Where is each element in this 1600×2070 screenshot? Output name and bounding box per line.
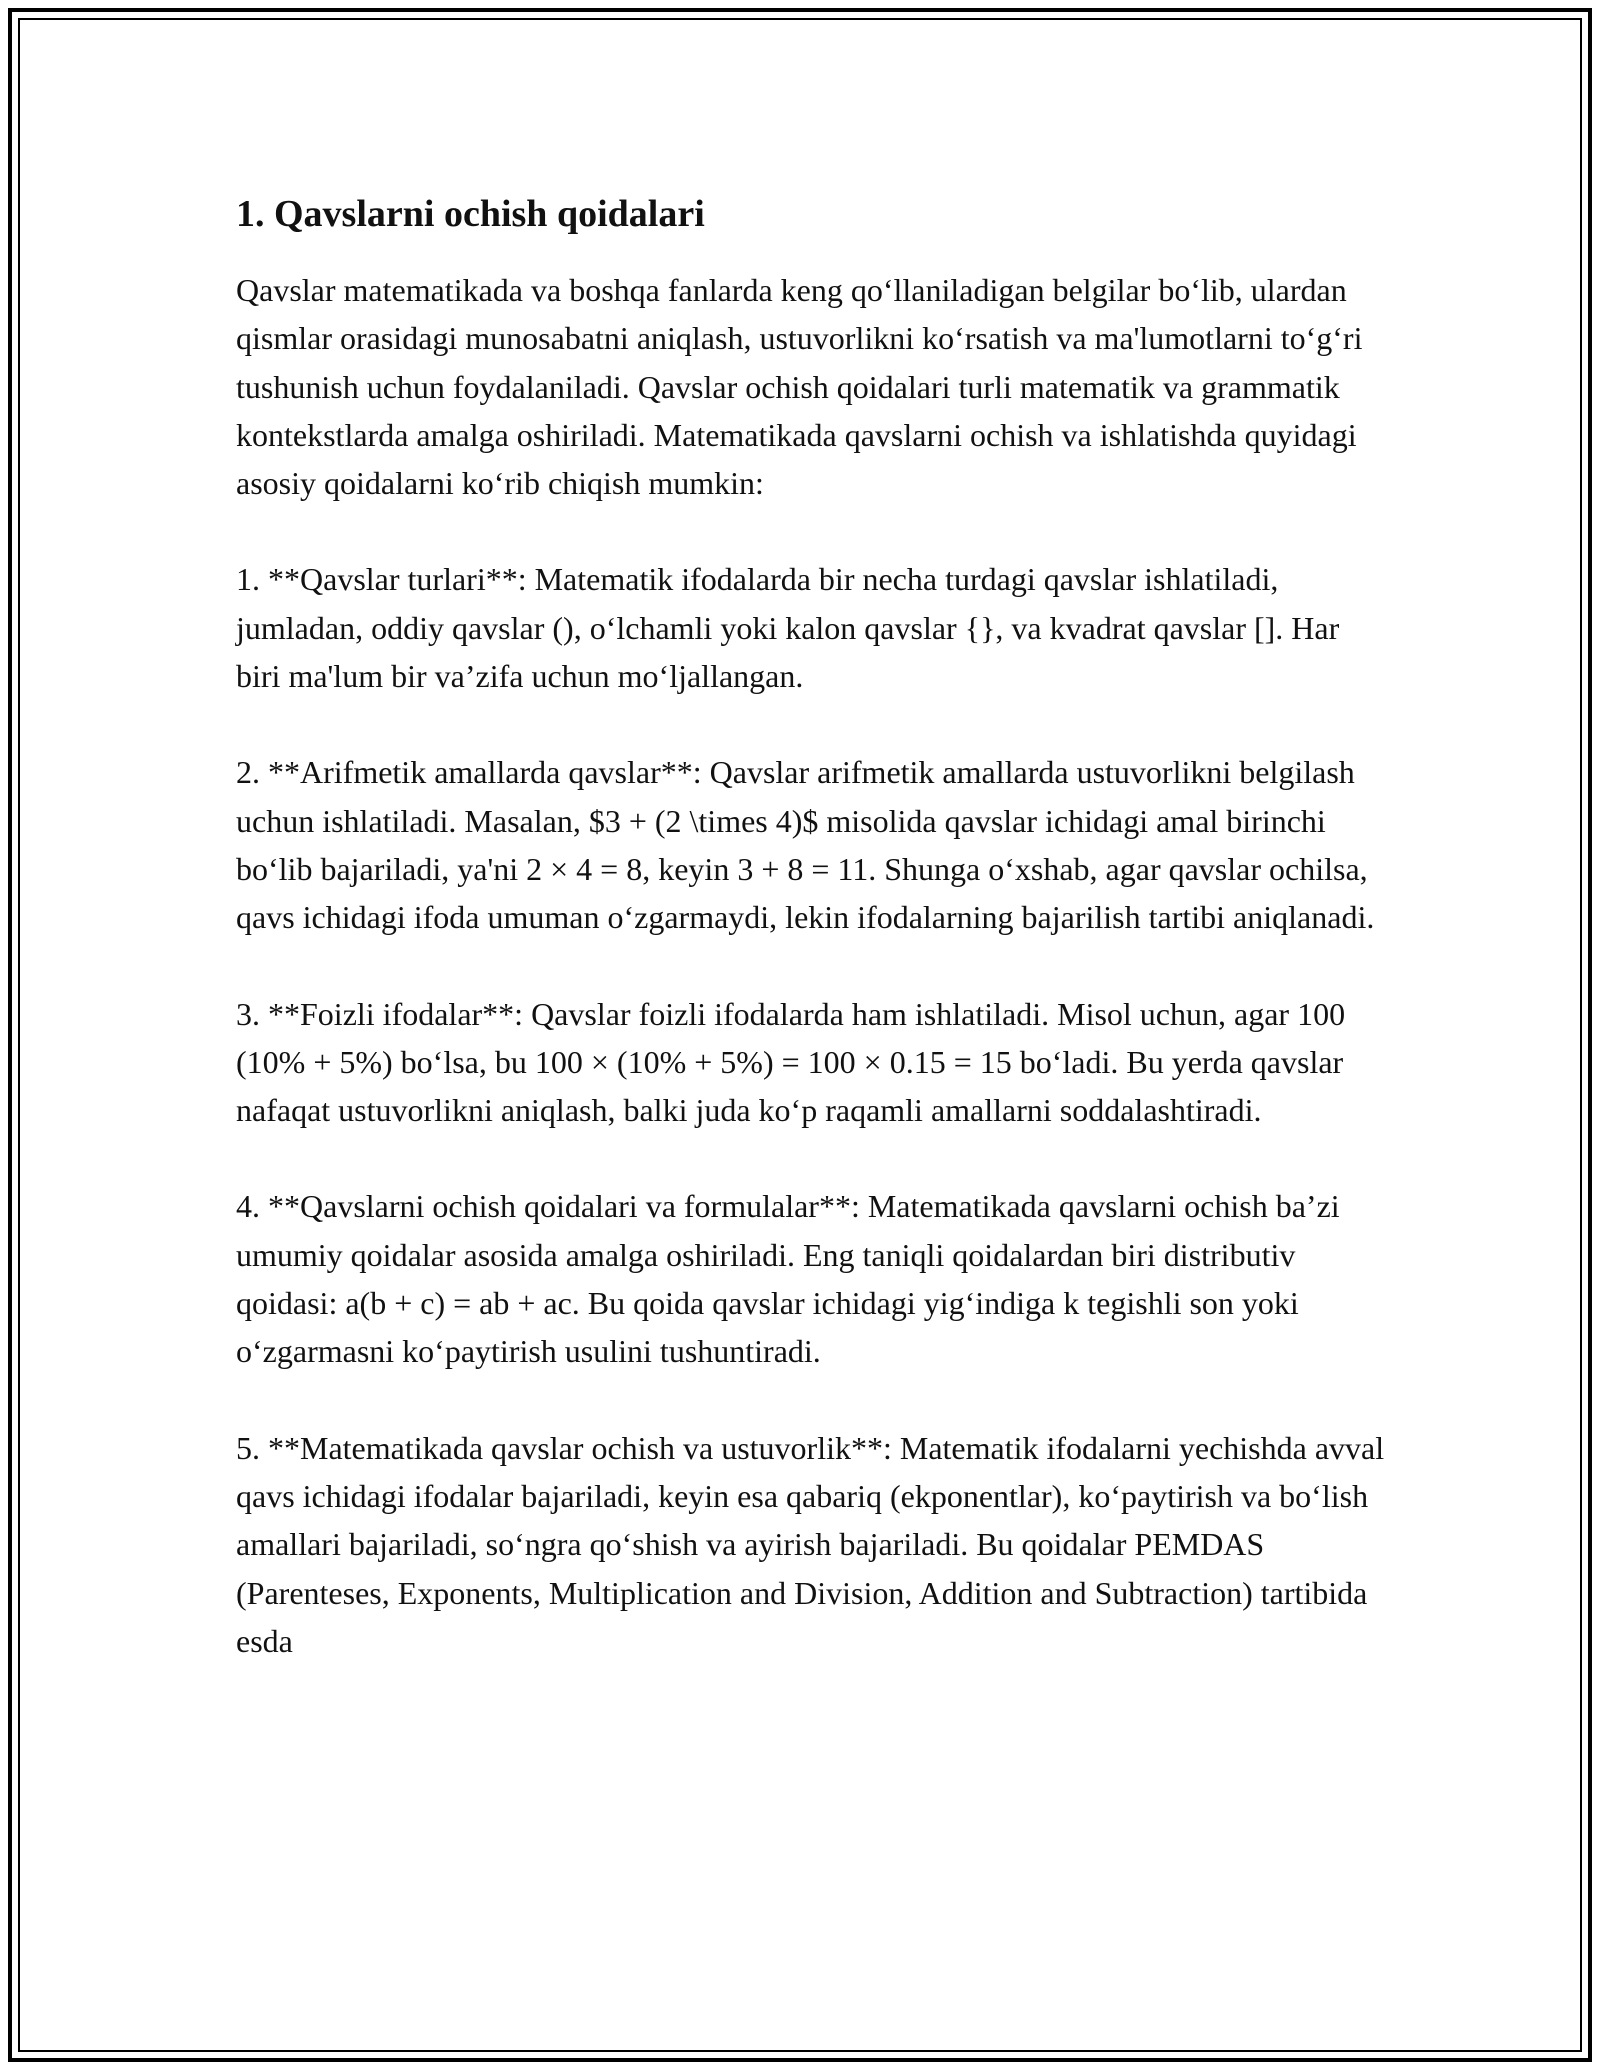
paragraph-bracket-types: 1. **Qavslar turlari**: Matematik ifodalarda bir necha turdagi qavslar ishlatiladi, jumladan, oddiy qavslar (), o‘lchamli yoki kalon qavslar {}, va kvadrat qavslar []. Har biri ma'lum bir va’zifa uchun mo‘ljallangan. (236, 561, 1340, 695)
paragraph-arithmetic: 2. **Arifmetik amallarda qavslar**: Qavslar arifmetik amallarda ustuvorlikni belgilash uchun ishlatiladi. Masalan, $3 + (2 \times 4)$ misolida qavslar ichidagi amal birinchi bo‘lib bajariladi, ya'ni 2 × 4 = 8, keyin 3 + 8 = 11. Shunga o‘xshab, agar qavslar ochilsa, qavs ichidagi ifoda umuman o‘zgarmaydi, lekin ifodalarning bajarilish tartibi aniqlanadi. (236, 754, 1375, 936)
intro-paragraph: Qavslar matematikada va boshqa fanlarda keng qo‘llaniladigan belgilar bo‘lib, ulardan qismlar orasidagi munosabatni aniqlash, ustuvorlikni ko‘rsatish va ma'lumotlarni to‘g‘ri tushunish uchun foydalaniladi. Qavslar ochish qoidalari turli matematik va grammatik kontekstlarda amalga oshiriladi. Matematikada qavslarni ochish va ishlatishda quyidagi asosiy qoidalarni ko‘rib chiqish mumkin: (236, 272, 1363, 502)
paragraph-priority: 5. **Matematikada qavslar ochish va ustuvorlik**: Matematik ifodalarni yechishda avval qavs ichidagi ifodalar bajariladi, keyin esa qabariq (ekponentlar), ko‘paytirish va bo‘lish amallari bajariladi, so‘ngra qo‘shish va ayirish bajariladi. Bu qoidalar PEMDAS (Parenteses, Exponents, Multiplication and Division, Addition and Subtraction) tartibida esda (236, 1429, 1385, 1659)
document-body (236, 188, 1386, 1713)
paragraph-percent: 3. **Foizli ifodalar**: Qavslar foizli ifodalarda ham ishlatiladi. Misol uchun, agar 100 (10% + 5%) bo‘lsa, bu 100 × (10% + 5%) = 100 × 0.15 = 15 bo‘ladi. Bu yerda qavslar nafaqat ustuvorlikni aniqlash, balki juda ko‘p raqamli amallarni soddalashtiradi. (236, 995, 1346, 1129)
section-title: 1. Qavslarni ochish qoidalari (236, 193, 705, 235)
paragraph-rules-formulas: 4. **Qavslarni ochish qoidalari va formulalar**: Matematikada qavslarni ochish ba’zi umumiy qoidalar asosida amalga oshiriladi. Eng taniqli qoidalardan biri distributiv qoidasi: a(b + c) = ab + ac. Bu qoida qavslar ichidagi yig‘indiga k tegishli son yoki o‘zgarmasni ko‘paytirish usulini tushuntiradi. (236, 1188, 1340, 1370)
